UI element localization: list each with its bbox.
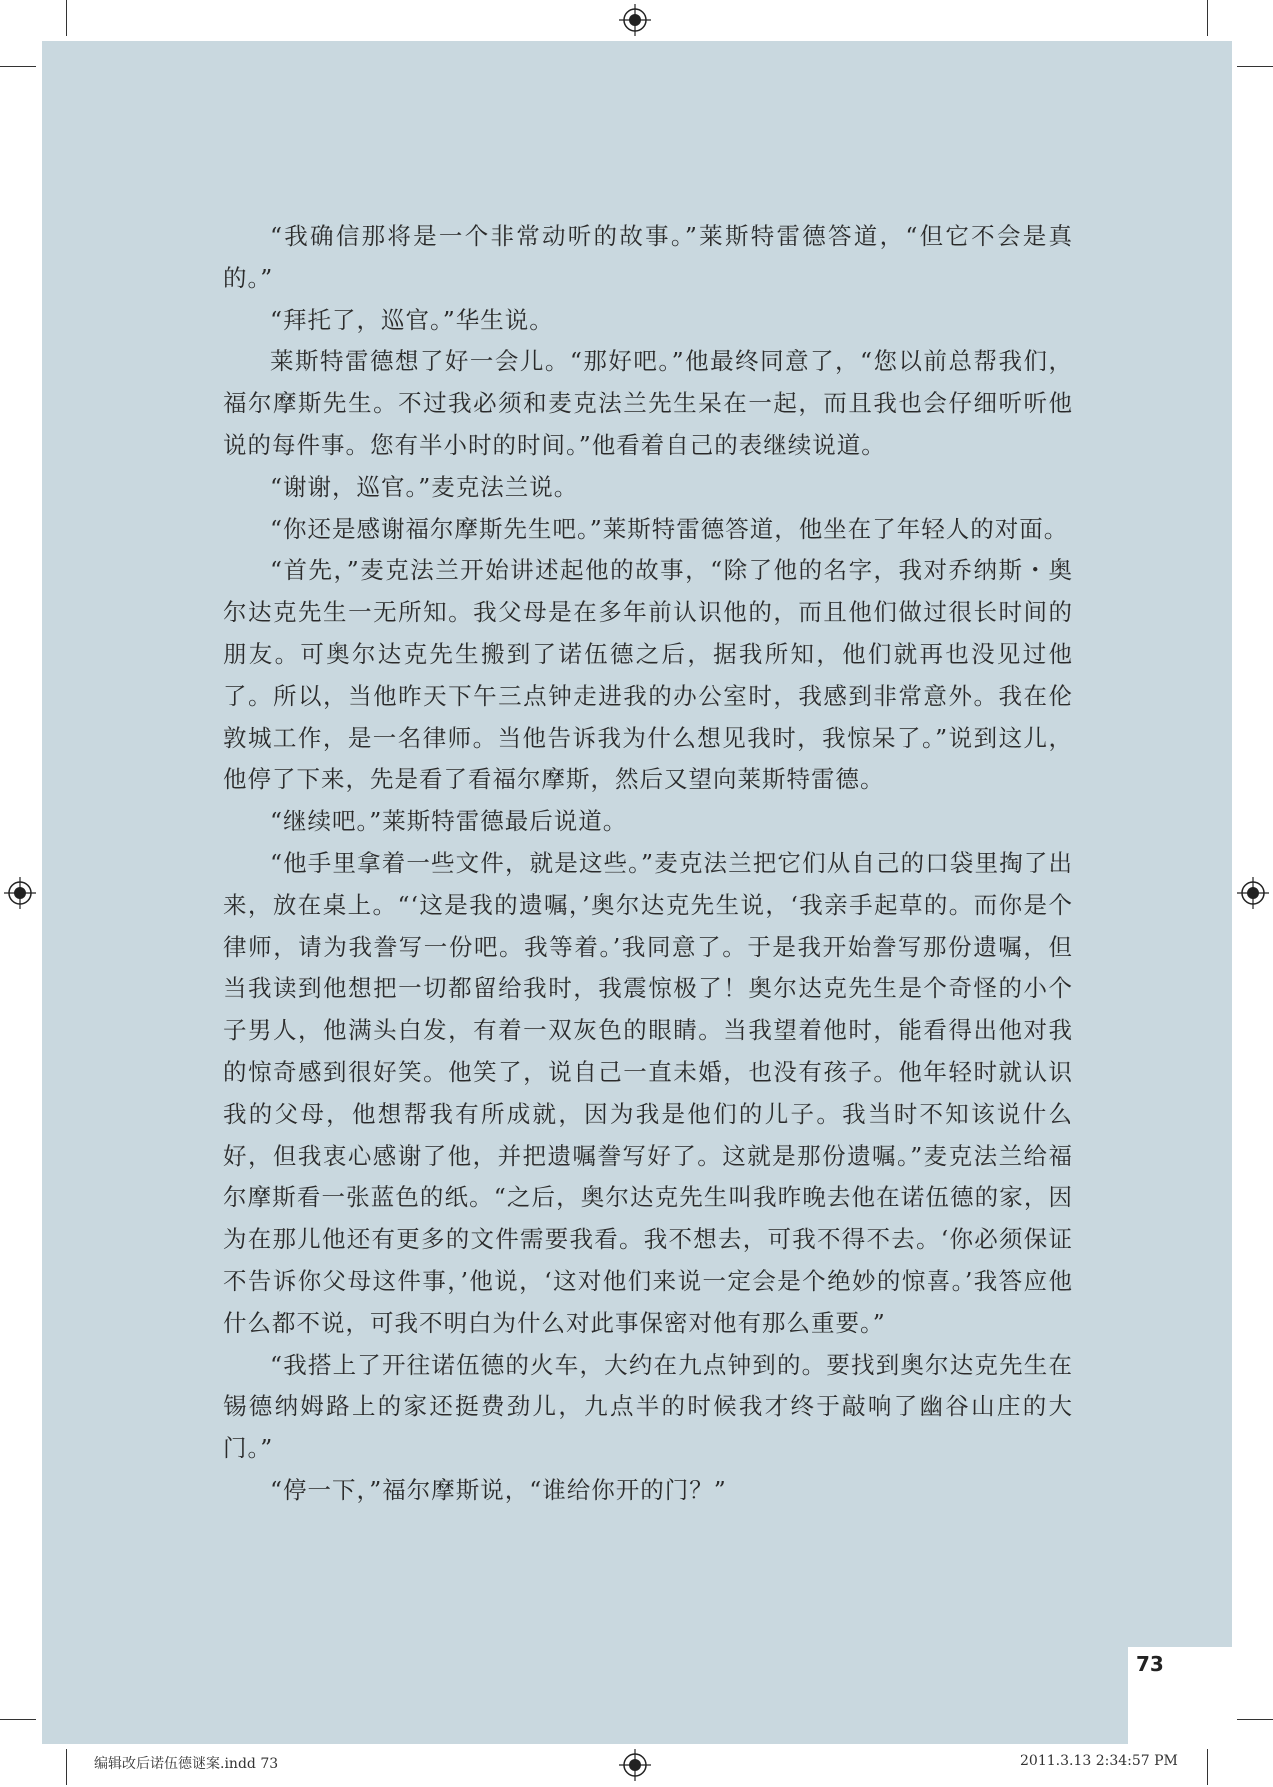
footer-file-name: 编辑改后诺伍德谜案.indd 73	[94, 1756, 279, 1772]
crop-mark-top-right-horizontal	[1237, 66, 1273, 67]
page-number: 73	[1136, 1652, 1164, 1676]
crop-mark-bottom-left-horizontal	[0, 1719, 36, 1720]
crop-mark-top-left-vertical	[66, 0, 67, 36]
footer-timestamp: 2011.3.13 2:34:57 PM	[1020, 1753, 1178, 1769]
paragraph: “首先，”麦克法兰开始讲述起他的故事，“除了他的名字，我对乔纳斯・奥尔达克先生一无所知。我父母是在多年前认识他的，而且他们做过很长时间的朋友。可奥尔达克先生搬到了诺伍德之后，据我所知，他们就再也没见过他了。所以，当他昨天下午三点钟走进我的办公室时，我感到非常意外。我在伦敦城工作，是一名律师。当他告诉我为什么想见我时，我惊呆了。”说到这儿，他停了下来，先是看了看福尔摩斯，然后又望向莱斯特雷德。	[223, 556, 1073, 794]
paragraph: “你还是感谢福尔摩斯先生吧。”莱斯特雷德答道，他坐在了年轻人的对面。	[270, 514, 1069, 543]
paragraph: 莱斯特雷德想了好一会儿。“那好吧。”他最终同意了，“您以前总帮我们，福尔摩斯先生。不过我必须和麦克法兰先生呆在一起，而且我也会仔细听听他说的每件事。您有半小时的时间。”他看着自己的表继续说道。	[223, 347, 1073, 459]
paragraph: “我确信那将是一个非常动听的故事。”莱斯特雷德答道，“但它不会是真的。”	[223, 222, 1073, 292]
body-text	[223, 216, 1073, 1512]
registration-mark-icon	[4, 877, 36, 909]
crop-mark-top-left-horizontal	[0, 66, 36, 67]
paragraph: “他手里拿着一些文件，就是这些。”麦克法兰把它们从自己的口袋里掏了出来，放在桌上。“‘这是我的遗嘱，’奥尔达克先生说，‘我亲手起草的。而你是个律师，请为我誊写一份吧。我等着。’我同意了。于是我开始誊写那份遗嘱，但当我读到他想把一切都留给我时，我震惊极了！奥尔达克先生是个奇怪的小个子男人，他满头白发，有着一双灰色的眼睛。当我望着他时，能看得出他对我的惊奇感到很好笑。他笑了，说自己一直未婚，也没有孩子。他年轻时就认识我的父母，他想帮我有所成就，因为我是他们的儿子。我当时不知该说什么好，但我衷心感谢了他，并把遗嘱誊写好了。这就是那份遗嘱。”麦克法兰给福尔摩斯看一张蓝色的纸。“之后，奥尔达克先生叫我昨晚去他在诺伍德的家，因为在那儿他还有更多的文件需要我看。我不想去，可我不得不去。‘你必须保证不告诉你父母这件事，’他说，‘这对他们来说一定会是个绝妙的惊喜。’我答应他什么都不说，可我不明白为什么对此事保密对他有那么重要。”	[223, 848, 1073, 1337]
crop-mark-bottom-right-vertical	[1207, 1749, 1208, 1785]
registration-mark-icon	[1237, 877, 1269, 909]
crop-mark-top-right-vertical	[1207, 0, 1208, 36]
registration-mark-icon	[619, 4, 651, 36]
paragraph: “停一下，”福尔摩斯说，“谁给你开的门？”	[270, 1475, 727, 1504]
crop-mark-bottom-left-vertical	[66, 1749, 67, 1785]
paragraph: “拜托了，巡官。”华生说。	[270, 305, 554, 334]
paragraph: “我搭上了开往诺伍德的火车，大约在九点钟到的。要找到奥尔达克先生在锡德纳姆路上的家还挺费劲儿，九点半的时候我才终于敲响了幽谷山庄的大门。”	[223, 1350, 1073, 1463]
registration-mark-icon	[619, 1749, 651, 1781]
paragraph: “继续吧。”莱斯特雷德最后说道。	[270, 807, 628, 836]
paragraph: “谢谢，巡官。”麦克法兰说。	[270, 472, 579, 501]
crop-mark-bottom-right-horizontal	[1237, 1719, 1273, 1720]
